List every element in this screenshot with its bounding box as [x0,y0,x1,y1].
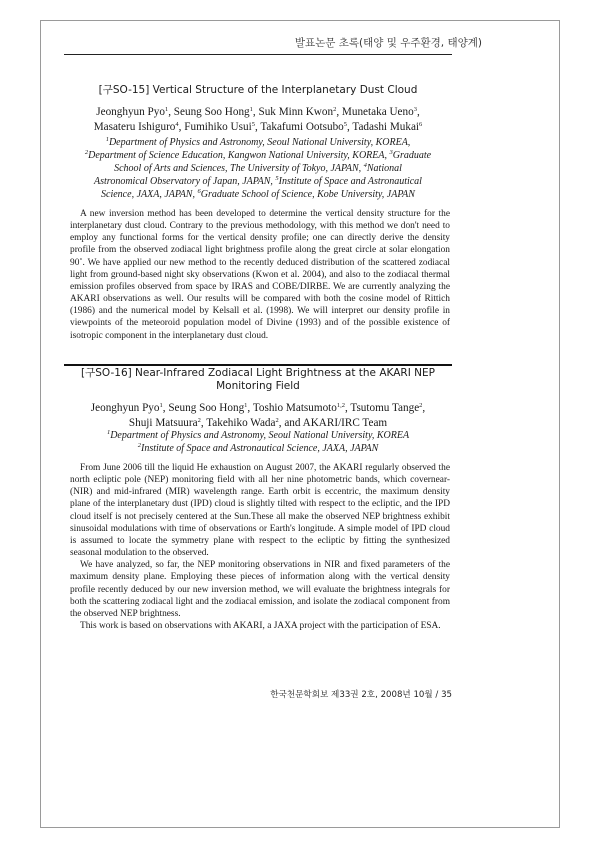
page-footer: 한국천문학회보 제33권 2호, 2008년 10월 / 35 [270,690,452,700]
text-line: $^2$Institute of Space and Astronautical Science, JAXA, JAPAN [137,442,379,454]
affiliation-marker: 1 [106,429,111,436]
affiliation-marker: 1 [105,136,109,143]
affiliation-marker: 2 [275,417,279,424]
affiliation-marker: 4 [175,121,179,128]
header-rule [64,54,452,55]
text-line: $^2$Department of Science Education, Kangwon National University, KOREA, $^3$Graduate [84,149,432,161]
text-line: $^1$Department of Physics and Astronomy, Seoul National University, KOREA [106,429,410,441]
abstract-2-title-line: Monitoring Field [216,380,300,392]
affiliation-marker: 2 [84,149,89,156]
affiliation-marker: 1,2 [336,402,345,409]
affiliation-marker: 5 [343,121,348,128]
affiliation-marker: 2 [419,402,423,409]
abstract-1-body [70,208,450,342]
affiliation-marker: 1 [164,106,169,113]
text-line: Science, JAXA, JAPAN, $^6$Graduate School of Science, Kobe University, JAPAN [101,188,415,200]
paragraph: We have analyzed, so far, the NEP monitoring observations in NIR and fixed parameters of the maximum density plane. Employing these pieces of information along with the vertical density profile recently deduced by our new inversion method, we will evaluate the brightness integrals for both the scattering zodiacal light and the zodiacal emission, and isolate the zodiacal component from the observed NEP brightness. [70,560,450,619]
paragraph: A new inversion method has been developed to determine the vertical density structure for the interplanetary dust cloud. Contrary to the previous methodology, with this method we don't need to employ any functional forms for the vertical density profile; one can directly derive the density profile from the observed zodiacal light brightness profile along the great circle at solar elongation 90˚. We have applied our new method to the recently deduced distribution of the scattered zodiacal light from ground-based night sky observations (Kwon et al. 2004), and also to the zodiacal thermal emission profiles observed from space by IRAS and COBE/DIRBE. We are currently analyzing the AKARI observations as well. Our results will be compared with both the cosine model of Rittich (1986) and the numerical model by Kelsall et al. (1998). We will interpret our density profile in viewpoints of the meteoroid population model of Divine (1993) and of the possible existence of isotropic component in the interplanetary dust cloud. [70,209,450,341]
affiliation-marker: 2 [333,106,337,113]
affiliation-marker: 6 [197,188,201,195]
affiliation-marker: 2 [137,442,141,449]
text-line: Shuji Matsuura$^2$, Takehiko Wada$^2$, and AKARI/IRC Team [128,417,388,429]
affiliation-marker: 3 [389,149,393,156]
abstract-2-body [70,462,450,632]
affiliation-marker: 3 [413,106,417,113]
affiliation-marker: 1 [159,402,163,409]
running-head: 발표논문 초록(태양 및 우주환경, 태양계) [294,37,482,49]
affiliation-marker: 1 [244,402,248,409]
abstract-1-authors [64,105,452,135]
affiliation-marker: 5 [251,121,255,128]
abstract-1-affiliations [64,136,452,201]
text-line: Astronomical Observatory of Japan, JAPAN, $^5$Institute of Space and Astronautical [94,175,422,187]
section-divider [64,364,452,366]
paragraph: From June 2006 till the liquid He exhaustion on August 2007, the AKARI regularly observed the north ecliptic pole (NEP) monitoring field with all her nine photometric bands, which covernear- (NIR) and mid-infrared (MIR) wavelength range. Earth orbit is eccentric, the maximum density plane of the interplanetary dust (IPD) cloud is slightly tilted with respect to the ecliptic, and the IPD cloud itself is not precisely centered at the Sun.These all make the observed NEP brightness exhibit sinusoidal modulations with time of observations or Earth's longitude. A simple model of IPD cloud is assumed to locate the symmetry plane with respect to the ecliptic by fitting the synthesized seasonal modulation to the observed. [70,463,450,559]
abstract-1-title: [구SO-15] Vertical Structure of the Interplanetary Dust Cloud [98,84,418,96]
text-line: Jeonghyun Pyo$^1$, Seung Soo Hong$^1$, Toshio Matsumoto$^{1,2}$, Tsutomu Tange$^2$, [90,402,426,414]
text-line: Jeonghyun Pyo$^1$, Seung Soo Hong$^1$, Suk Minn Kwon$^2$, Munetaka Ueno$^3$, [96,106,420,118]
affiliation-marker: 5 [275,175,279,182]
affiliation-marker: 1 [249,106,253,113]
affiliation-marker: 4 [363,162,367,169]
abstract-2-title-line: [구SO-16] Near-Infrared Zodiacal Light Brightness at the AKARI NEP [81,367,435,379]
text-line: Masateru Ishiguro$^4$, Fumihiko Usui$^5$, Takafumi Ootsubo$^5$, Tadashi Mukai$^6$ [93,121,423,133]
affiliation-marker: 6 [419,121,423,128]
text-line: $^1$Department of Physics and Astronomy, Seoul National University, KOREA, [105,136,411,148]
text-line: School of Arts and Sciences, The University of Tokyo, JAPAN, $^4$National [114,162,402,174]
paragraph: This work is based on observations with AKARI, a JAXA project with the participation of ESA. [80,621,441,632]
abstract-2-title [64,367,452,393]
abstract-2-authors [64,401,452,431]
affiliation-marker: 2 [197,417,201,424]
abstract-2-affiliations [64,429,452,455]
